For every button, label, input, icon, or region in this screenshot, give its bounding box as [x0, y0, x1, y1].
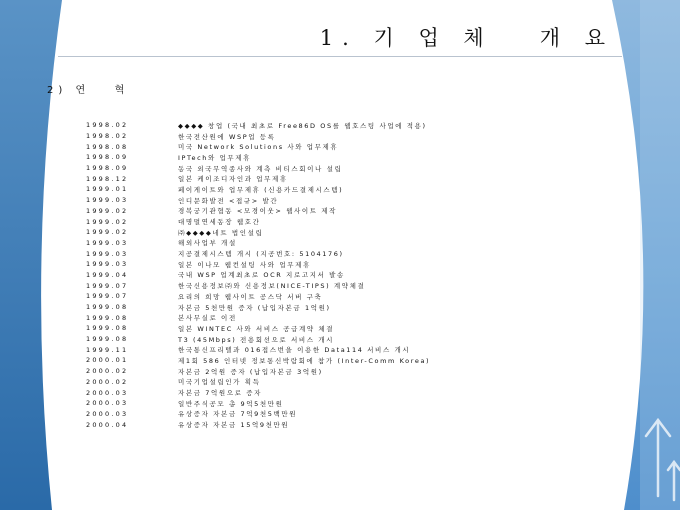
history-row	[86, 152, 430, 163]
history-list	[86, 120, 430, 430]
history-date: 2000.01	[86, 356, 129, 365]
history-row	[86, 355, 430, 366]
history-text: 동국 외국무역종사와 계측 비티스회이나 설립	[178, 164, 343, 173]
history-text: 일본 이나모 웹컨설팅 사와 업무제휴	[178, 260, 311, 269]
history-date: 1999.02	[86, 217, 129, 226]
history-row	[86, 270, 430, 281]
history-row	[86, 248, 430, 259]
history-row	[86, 120, 430, 131]
history-date: 2000.03	[86, 388, 129, 397]
history-date: 1998.09	[86, 164, 129, 173]
history-text: 자본금 5천만원 증자 (납입자본금 1억원)	[178, 303, 331, 312]
history-date: 1999.07	[86, 292, 129, 301]
history-text: 본사무실로 이전	[178, 314, 237, 323]
history-row	[86, 344, 430, 355]
history-row	[86, 398, 430, 409]
history-row	[86, 334, 430, 345]
history-date: 1999.08	[86, 303, 129, 312]
history-text: 제1회 586 인터넷 정보통신박람회에 참가 (Inter-Comm Korea)	[178, 356, 431, 365]
section-heading: 2) 연 혁	[47, 85, 130, 96]
frame-light-stripe	[640, 0, 680, 510]
history-date: 1999.04	[86, 270, 129, 279]
history-date: 1999.01	[86, 185, 129, 194]
title-divider	[58, 56, 622, 57]
history-text: 국내 WSP 업계최초로 OCR 지로고지서 발송	[178, 271, 345, 280]
history-date: 2000.04	[86, 420, 129, 429]
history-row	[86, 366, 430, 377]
history-text: 한국신용정보㈜와 신용정보(NICE-TIPS) 계약체결	[178, 282, 366, 291]
history-row	[86, 206, 430, 217]
history-text: 요리의 희망 웹사이트 공스닥 서버 구축	[178, 292, 323, 301]
history-row	[86, 302, 430, 313]
history-date: 1999.03	[86, 238, 129, 247]
history-date: 1998.08	[86, 142, 129, 151]
history-row	[86, 377, 430, 388]
history-row	[86, 184, 430, 195]
history-text: 미국 Network Solutions 사와 업무제휴	[178, 143, 339, 152]
history-text: 일본 WINTEC 사와 서비스 공급계약 체결	[178, 324, 335, 333]
history-text: 지공결제시스템 개시 (지공번호: 5104176)	[178, 250, 344, 259]
history-text: 일반주식공모 총 9억5천만원	[178, 399, 284, 408]
history-date: 2000.03	[86, 409, 129, 418]
history-date: 1999.03	[86, 260, 129, 269]
history-row	[86, 323, 430, 334]
history-date: 1998.09	[86, 153, 129, 162]
history-date: 1999.11	[86, 345, 129, 354]
history-text: 유상증자 자본금 15억9천만원	[178, 421, 290, 430]
history-date: 1999.07	[86, 281, 129, 290]
history-text: 해외사업부 개설	[178, 239, 237, 248]
history-text: 대명멀연세동장 웹호간	[178, 218, 261, 227]
history-date: 1999.02	[86, 206, 129, 215]
history-row	[86, 259, 430, 270]
history-row	[86, 216, 430, 227]
history-date: 1999.08	[86, 324, 129, 333]
history-date: 1999.03	[86, 196, 129, 205]
history-text: 자본금 2억원 증자 (납입자본금 3억원)	[178, 367, 323, 376]
history-date: 2000.02	[86, 377, 129, 386]
history-date: 1999.02	[86, 228, 129, 237]
history-row	[86, 238, 430, 249]
history-date: 1998.12	[86, 174, 129, 183]
left-frame-band	[0, 0, 62, 510]
history-row	[86, 312, 430, 323]
history-date: 1998.02	[86, 121, 129, 130]
history-row	[86, 280, 430, 291]
history-row	[86, 163, 430, 174]
history-date: 1999.08	[86, 335, 129, 344]
history-text: 경복궁기관협동 <모경이웃> 웹사이트 제작	[178, 207, 338, 216]
history-text: T3 (45Mbps) 전용회선으로 서비스 개시	[178, 335, 335, 344]
history-date: 1999.08	[86, 313, 129, 322]
history-text: 한국통신프리텔과 016접스번을 이용한 Data114 서비스 개시	[178, 346, 411, 355]
history-row	[86, 195, 430, 206]
history-row	[86, 131, 430, 142]
history-text: 한국전산원에 WSP업 등록	[178, 132, 276, 141]
history-text: ◆◆◆◆ 창업 (국내 최초로 Free86D OS를 웹호스팅 사업에 적용)	[178, 121, 427, 130]
history-row	[86, 227, 430, 238]
history-row	[86, 387, 430, 398]
history-row	[86, 141, 430, 152]
history-date: 2000.02	[86, 367, 129, 376]
history-text: 일본 케이조디자인과 업무제휴	[178, 175, 288, 184]
history-row	[86, 173, 430, 184]
history-date: 1998.02	[86, 132, 129, 141]
history-text: 페이게이트와 업무제휴 (신용카드결제시스템)	[178, 185, 344, 194]
history-date: 2000.03	[86, 399, 129, 408]
history-text: 미국기업설립인가 획득	[178, 378, 261, 387]
history-row	[86, 409, 430, 420]
page-title: 1. 기 업 체 개 요	[319, 26, 614, 50]
history-date: 1999.03	[86, 249, 129, 258]
history-row	[86, 419, 430, 430]
history-text: 인디문화발전 <접규> 발간	[178, 196, 279, 205]
history-row	[86, 291, 430, 302]
history-text: 유상증자 자본금 7억9천5백만원	[178, 410, 298, 419]
history-text: IPTech와 업무제휴	[178, 153, 252, 162]
history-text: ㈜◆◆◆◆네트 법인설립	[178, 228, 264, 237]
history-text: 자본금 7억원으로 증자	[178, 389, 262, 398]
